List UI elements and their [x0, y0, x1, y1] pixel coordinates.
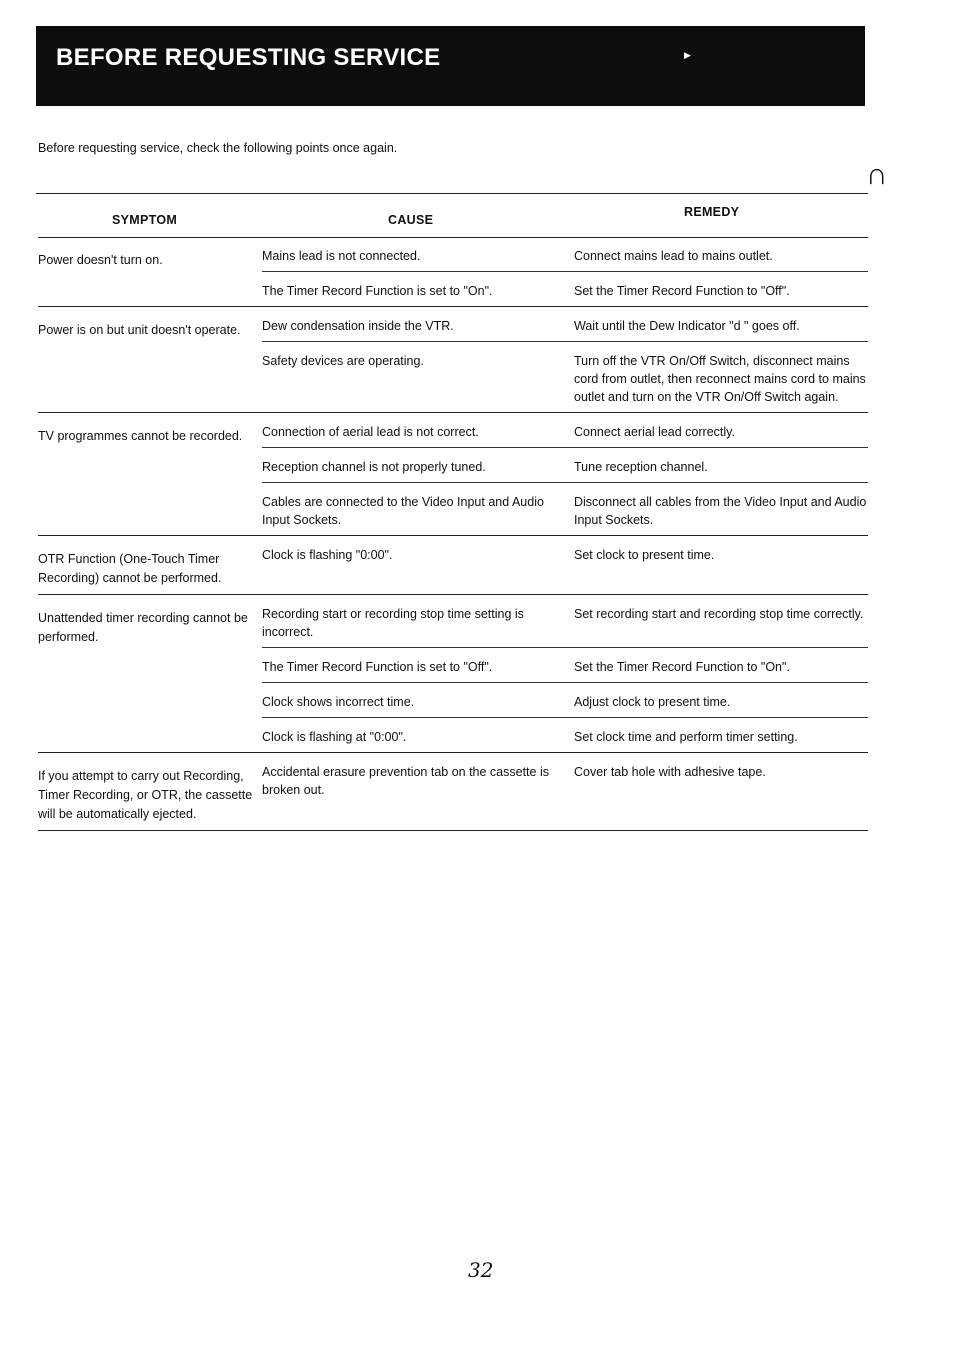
- cause-remedy-list: [262, 413, 868, 535]
- table-row: [262, 648, 868, 683]
- header-bar: [36, 26, 865, 106]
- table-row: [262, 536, 868, 570]
- table-header: [38, 205, 868, 237]
- remedy-cell: Wait until the Dew Indicator "d " goes off.: [574, 319, 800, 333]
- column-header-symptom: SYMPTOM: [112, 213, 178, 227]
- table-row: [262, 718, 868, 752]
- remedy-cell: Set recording start and recording stop time correctly.: [574, 607, 864, 621]
- symptom-group: [38, 536, 868, 595]
- header-arrow-icon: ▶: [684, 50, 691, 60]
- header-rule: [38, 237, 868, 238]
- remedy-cell: Cover tab hole with adhesive tape.: [574, 765, 766, 779]
- symptom-cell: Power is on but unit doesn't operate.: [38, 323, 241, 337]
- symptom-group: [38, 413, 868, 536]
- cause-cell: Connection of aerial lead is not correct.: [262, 425, 479, 439]
- table-row: [262, 595, 868, 648]
- cause-cell: Reception channel is not properly tuned.: [262, 460, 486, 474]
- troubleshooting-table: [38, 205, 868, 831]
- table-row: [262, 483, 868, 535]
- table-row: [262, 753, 868, 805]
- remedy-cell: Disconnect all cables from the Video Input and Audio Input Sockets.: [574, 495, 867, 527]
- table-row: [262, 307, 868, 342]
- symptom-cell: Unattended timer recording cannot be performed.: [38, 611, 248, 644]
- symptom-cell: TV programmes cannot be recorded.: [38, 429, 243, 443]
- cause-cell: Clock shows incorrect time.: [262, 695, 415, 709]
- cause-cell: Dew condensation inside the VTR.: [262, 319, 454, 333]
- table-row: [262, 272, 868, 306]
- cause-remedy-list: [262, 753, 868, 830]
- symptom-cell: OTR Function (One-Touch Timer Recording) cannot be performed.: [38, 552, 222, 585]
- cause-cell: Clock is flashing "0:00".: [262, 548, 393, 562]
- cause-remedy-list: [262, 595, 868, 752]
- symptom-group: [38, 307, 868, 413]
- table-row: [262, 237, 868, 272]
- table-row: [262, 683, 868, 718]
- remedy-cell: Turn off the VTR On/Off Switch, disconnect mains cord from outlet, then reconnect mains cord to mains outlet and turn on the VTR On/Off Switch again.: [574, 354, 866, 404]
- table-body: [38, 237, 868, 831]
- remedy-cell: Connect aerial lead correctly.: [574, 425, 735, 439]
- cause-cell: The Timer Record Function is set to "On".: [262, 284, 493, 298]
- cause-cell: Mains lead is not connected.: [262, 249, 421, 263]
- cause-cell: Clock is flashing at "0:00".: [262, 730, 407, 744]
- remedy-cell: Tune reception channel.: [574, 460, 708, 474]
- symptom-group: [38, 237, 868, 307]
- remedy-cell: Set clock time and perform timer setting.: [574, 730, 798, 744]
- table-row: [262, 342, 868, 412]
- cause-remedy-list: [262, 536, 868, 594]
- table-row: [262, 413, 868, 448]
- symptom-group: [38, 595, 868, 753]
- cause-cell: Cables are connected to the Video Input and Audio Input Sockets.: [262, 495, 544, 527]
- cause-remedy-list: [262, 237, 868, 306]
- table-row: [262, 448, 868, 483]
- column-header-remedy: REMEDY: [684, 205, 740, 219]
- remedy-cell: Set the Timer Record Function to "Off".: [574, 284, 790, 298]
- remedy-cell: Set the Timer Record Function to "On".: [574, 660, 790, 674]
- top-rule: [36, 193, 868, 194]
- page-title: BEFORE REQUESTING SERVICE: [56, 44, 441, 71]
- remedy-cell: Set clock to present time.: [574, 548, 715, 562]
- remedy-cell: Adjust clock to present time.: [574, 695, 731, 709]
- column-header-cause: CAUSE: [388, 213, 434, 227]
- remedy-cell: Connect mains lead to mains outlet.: [574, 249, 773, 263]
- symptom-cell: Power doesn't turn on.: [38, 253, 163, 267]
- cause-cell: Recording start or recording stop time setting is incorrect.: [262, 607, 524, 639]
- intro-text: Before requesting service, check the following points once again.: [38, 141, 398, 155]
- page-number: 32: [468, 1258, 494, 1282]
- symptom-cell: If you attempt to carry out Recording, Timer Recording, or OTR, the cassette will be automatically ejected.: [38, 769, 253, 821]
- corner-hook-icon: ∩: [866, 158, 888, 191]
- cause-cell: Accidental erasure prevention tab on the cassette is broken out.: [262, 765, 549, 797]
- cause-cell: Safety devices are operating.: [262, 354, 424, 368]
- cause-cell: The Timer Record Function is set to "Off".: [262, 660, 493, 674]
- symptom-group: [38, 753, 868, 831]
- cause-remedy-list: [262, 307, 868, 412]
